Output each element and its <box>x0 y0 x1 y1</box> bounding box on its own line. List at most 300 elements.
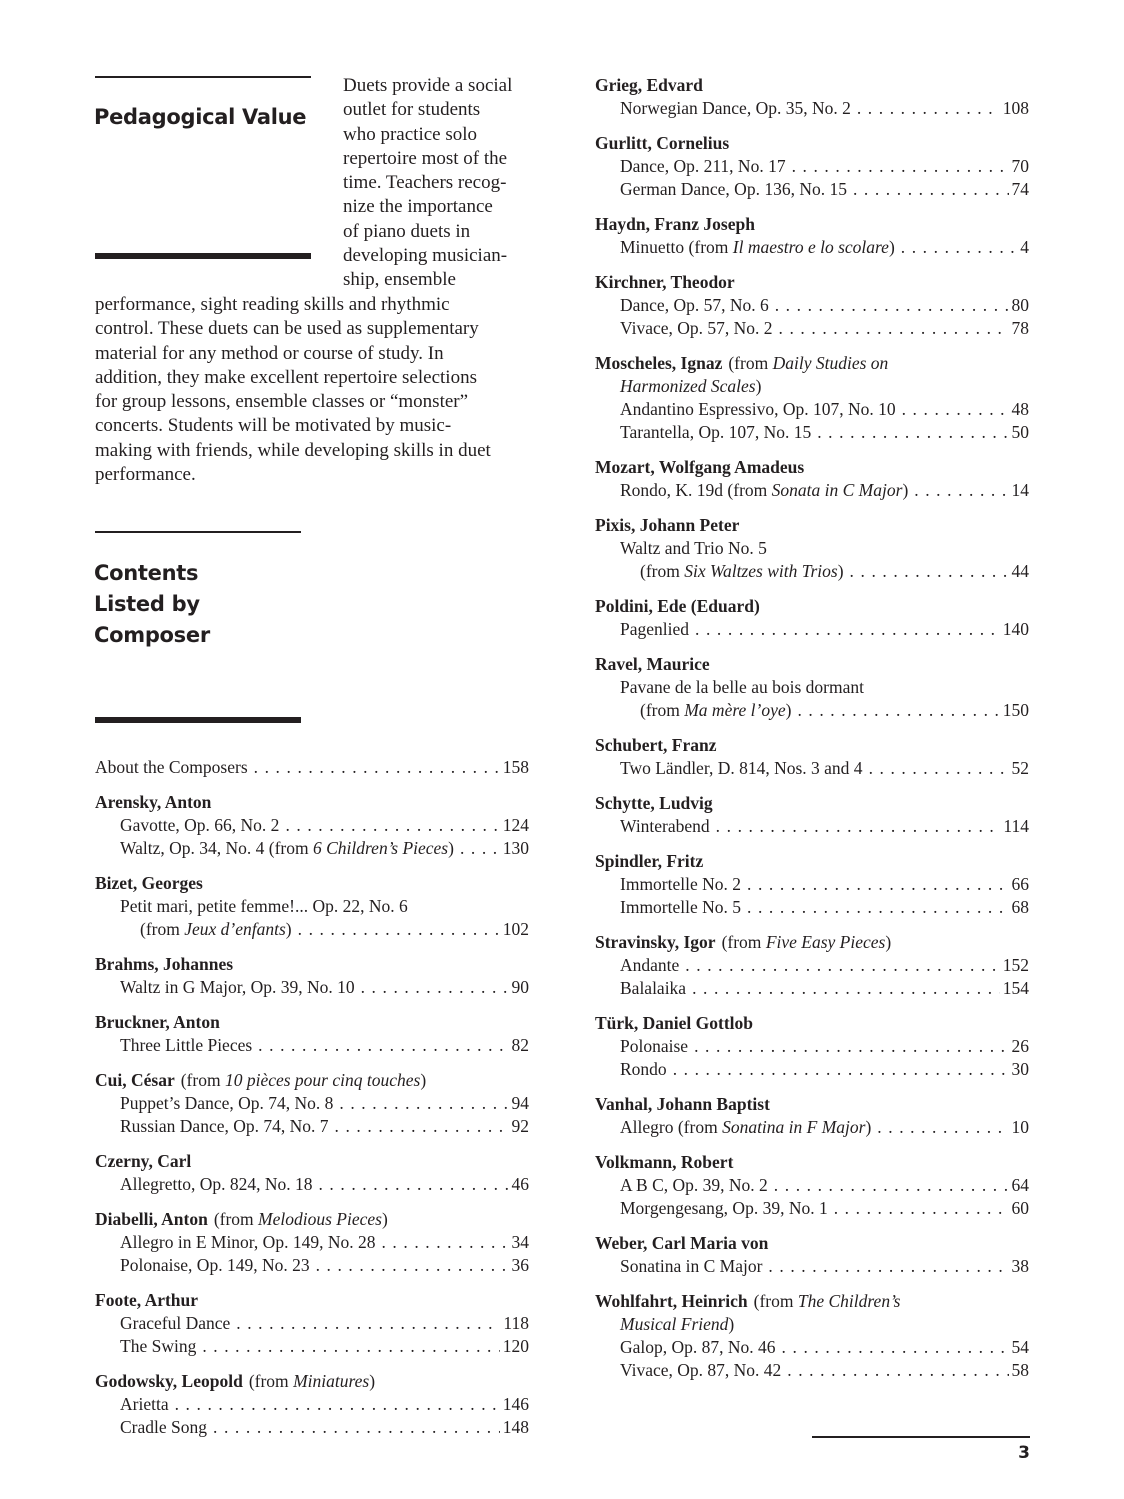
toc-entry-title <box>620 896 741 919</box>
dot-leader <box>673 1058 1009 1081</box>
toc-entry[interactable] <box>595 479 1029 502</box>
composer-group <box>95 1370 529 1439</box>
toc-entry-page: 36 <box>511 1255 529 1275</box>
composer-heading <box>95 1370 529 1393</box>
title-text: ) <box>888 237 895 257</box>
composer-heading <box>95 791 529 814</box>
toc-entry[interactable] <box>95 1173 529 1196</box>
composer-heading <box>595 1012 1029 1035</box>
collection-note <box>754 1290 901 1313</box>
contents-heading-line: Listed by <box>94 592 200 616</box>
toc-entry[interactable] <box>595 421 1029 444</box>
toc-entry-title <box>620 1359 781 1382</box>
dot-leader <box>779 317 1009 340</box>
composer-name: Bizet, Georges <box>95 873 203 893</box>
dot-leader <box>685 954 999 977</box>
collection-note <box>728 352 888 375</box>
toc-entry-page: 148 <box>502 1417 529 1437</box>
collection-note <box>249 1370 375 1393</box>
toc-entry[interactable] <box>595 815 1029 838</box>
intro-line: repertoire most of the <box>343 147 508 169</box>
source-italic: Six Waltzes with Trios <box>684 561 838 581</box>
toc-entry[interactable] <box>95 1092 529 1115</box>
note-italic: 10 pièces pour cinq touches <box>224 1070 421 1090</box>
title-text: Pagenlied <box>620 619 690 639</box>
dot-leader <box>213 1416 500 1439</box>
toc-entry-title <box>120 976 355 999</box>
collection-note-continued <box>595 1313 1029 1336</box>
intro-paragraph-narrow <box>343 74 533 293</box>
toc-entry-title-line <box>95 895 529 918</box>
toc-entry-page: 58 <box>1011 1360 1029 1380</box>
toc-entry-title <box>620 236 895 259</box>
note-text: (from <box>753 1291 798 1311</box>
toc-entry-title <box>620 1035 688 1058</box>
note-italic: Miniatures <box>293 1371 370 1391</box>
toc-entry-page: 152 <box>1002 955 1029 975</box>
composer-group <box>95 953 529 999</box>
composer-group <box>95 1011 529 1057</box>
note-italic: Daily Studies on <box>772 353 889 373</box>
intro-line: material for any method or course of study. In <box>95 342 444 364</box>
toc-entry[interactable] <box>95 1312 529 1335</box>
toc-left-column <box>95 756 529 1451</box>
title-text: Polonaise, Op. 149, No. 23 <box>120 1255 310 1275</box>
title-text: Vivace, Op. 57, No. 2 <box>620 318 773 338</box>
toc-entry-page: 158 <box>502 757 529 777</box>
title-text: Waltz, Op. 34, No. 4 (from <box>120 838 313 858</box>
dot-leader <box>381 1231 508 1254</box>
toc-entry[interactable] <box>595 1116 1029 1139</box>
toc-entry-page: 120 <box>502 1336 529 1356</box>
dot-leader <box>460 837 500 860</box>
intro-line: for group lessons, ensemble classes or “monster” <box>95 391 469 413</box>
toc-entry-page: 92 <box>511 1116 529 1136</box>
source-text: ) <box>285 919 292 939</box>
composer-group <box>95 1289 529 1358</box>
toc-entry-title: About the Composers <box>95 757 248 777</box>
toc-entry-title <box>620 294 769 317</box>
composer-heading <box>595 931 1029 954</box>
composer-heading <box>595 1290 1029 1313</box>
toc-entry[interactable] <box>595 757 1029 780</box>
title-text: Galop, Op. 87, No. 46 <box>620 1337 776 1357</box>
contents-top-rule <box>95 531 301 533</box>
composer-heading <box>95 1011 529 1034</box>
toc-entry[interactable] <box>595 896 1029 919</box>
pedagogical-heading: Pedagogical Value <box>94 105 307 129</box>
note-text: (from <box>180 1070 225 1090</box>
title-text: Waltz in G Major, Op. 39, No. 10 <box>120 977 355 997</box>
title-text: Puppet’s Dance, Op. 74, No. 8 <box>120 1093 334 1113</box>
toc-entry[interactable] <box>95 918 529 941</box>
toc-entry-title <box>120 837 454 860</box>
dot-leader <box>817 421 1008 444</box>
pedagogical-bottom-rule <box>95 253 311 259</box>
toc-entry-title: Petit mari, petite femme!... Op. 22, No. 6 <box>120 896 408 916</box>
composer-name: Moscheles, Ignaz <box>595 353 723 373</box>
dot-leader <box>792 155 1009 178</box>
toc-entry-title <box>120 814 279 837</box>
title-text: Gavotte, Op. 66, No. 2 <box>120 815 280 835</box>
composer-group <box>595 456 1029 502</box>
composer-name: Cui, César <box>95 1070 175 1090</box>
toc-entry[interactable] <box>595 97 1029 120</box>
title-text: Norwegian Dance, Op. 35, No. 2 <box>620 98 851 118</box>
contents-heading-line: Composer <box>94 623 210 647</box>
title-text: Sonatina in C Major <box>620 1256 763 1276</box>
toc-entry-source <box>640 560 844 583</box>
composer-heading <box>595 514 1029 537</box>
title-text: Winterabend <box>620 816 710 836</box>
composer-heading <box>595 850 1029 873</box>
toc-entry[interactable] <box>95 1231 529 1254</box>
collection-note-continued <box>595 375 1029 398</box>
composer-name: Pixis, Johann Peter <box>595 515 740 535</box>
composer-name: Schubert, Franz <box>595 735 717 755</box>
toc-entry-page: 118 <box>503 1313 529 1333</box>
composer-name: Diabelli, Anton <box>95 1209 208 1229</box>
composer-heading <box>595 213 1029 236</box>
composer-name: Godowsky, Leopold <box>95 1371 243 1391</box>
composer-group <box>595 514 1029 583</box>
dot-leader <box>877 1116 1008 1139</box>
title-text: Morgengesang, Op. 39, No. 1 <box>620 1198 828 1218</box>
dot-leader <box>747 896 1008 919</box>
title-text: ) <box>902 480 909 500</box>
dot-leader <box>285 814 499 837</box>
contents-heading-line: Contents <box>94 561 199 585</box>
title-text: The Swing <box>120 1336 197 1356</box>
title-text: Minuetto (from <box>620 237 733 257</box>
composer-group <box>95 1150 529 1196</box>
intro-line: addition, they make excellent repertoire selections <box>95 366 477 388</box>
toc-about-entry <box>95 756 529 779</box>
toc-entry-title <box>620 1058 667 1081</box>
toc-entry[interactable] <box>595 954 1029 977</box>
toc-entry[interactable] <box>595 1336 1029 1359</box>
toc-entry-page: 124 <box>502 815 529 835</box>
dot-leader <box>902 398 1009 421</box>
composer-group <box>595 213 1029 259</box>
pedagogical-top-rule <box>95 76 311 78</box>
toc-entry-page: 14 <box>1011 480 1029 500</box>
composer-heading <box>95 953 529 976</box>
toc-entry-page: 30 <box>1011 1059 1029 1079</box>
toc-entry-title <box>620 1255 762 1278</box>
toc-entry[interactable] <box>595 1174 1029 1197</box>
intro-line: making with friends, while developing skills in duet <box>95 439 491 461</box>
title-text: Immortelle No. 5 <box>620 897 742 917</box>
composer-heading <box>95 1069 529 1092</box>
dot-leader <box>692 977 1000 1000</box>
toc-entry-page: 38 <box>1011 1256 1029 1276</box>
dot-leader <box>768 1255 1008 1278</box>
intro-line: developing musician- <box>343 245 508 267</box>
toc-entry-page: 64 <box>1011 1175 1029 1195</box>
intro-line: ship, ensemble <box>343 269 456 291</box>
toc-entry-page: 90 <box>511 977 529 997</box>
note-text: (from <box>213 1209 259 1229</box>
toc-entry-page: 102 <box>502 919 529 939</box>
title-text: Balalaika <box>620 978 687 998</box>
title-italic: Il maestro e lo scolare <box>732 237 889 257</box>
toc-entry-page: 82 <box>511 1035 529 1055</box>
source-text: (from <box>640 561 685 581</box>
toc-entry-title <box>620 977 686 1000</box>
dot-leader <box>316 1254 509 1277</box>
toc-entry[interactable] <box>95 814 529 837</box>
toc-entry[interactable] <box>95 756 529 779</box>
dot-leader <box>695 618 1000 641</box>
toc-entry-title <box>620 398 896 421</box>
toc-entry[interactable] <box>595 873 1029 896</box>
toc-entry[interactable] <box>95 837 529 860</box>
note-italic: Musical Friend <box>620 1314 729 1334</box>
toc-entry-title <box>120 1254 310 1277</box>
title-text: Tarantella, Op. 107, No. 15 <box>620 422 812 442</box>
toc-entry-page: 150 <box>1002 700 1029 720</box>
intro-line: performance. <box>95 464 196 486</box>
composer-heading <box>595 792 1029 815</box>
source-text: (from <box>640 700 685 720</box>
toc-entry[interactable] <box>595 294 1029 317</box>
intro-line: outlet for students <box>343 99 481 121</box>
toc-entry-title <box>120 1034 252 1057</box>
title-text: Allegro in E Minor, Op. 149, No. 28 <box>120 1232 376 1252</box>
toc-entry[interactable] <box>95 1416 529 1439</box>
toc-entry[interactable] <box>595 1255 1029 1278</box>
toc-entry-title <box>620 1174 768 1197</box>
toc-entry-title <box>620 421 811 444</box>
dot-leader <box>694 1035 1008 1058</box>
toc-entry[interactable] <box>595 618 1029 641</box>
dot-leader <box>914 479 1008 502</box>
intro-line: nize the importance <box>343 196 493 218</box>
note-text: ) <box>885 932 892 952</box>
note-italic: Melodious Pieces <box>258 1209 382 1229</box>
toc-entry[interactable] <box>595 155 1029 178</box>
composer-group <box>595 74 1029 120</box>
composer-group <box>595 271 1029 340</box>
toc-entry-title <box>620 873 741 896</box>
note-text: (from <box>721 932 766 952</box>
toc-entry[interactable] <box>595 560 1029 583</box>
dot-leader <box>716 815 1001 838</box>
title-text: Russian Dance, Op. 74, No. 7 <box>120 1116 329 1136</box>
note-text: (from <box>728 353 773 373</box>
title-text: Rondo, K. 19d (from <box>620 480 772 500</box>
toc-entry-page: 146 <box>502 1394 529 1414</box>
collection-note <box>214 1208 388 1231</box>
source-italic: Ma mère l’oye <box>684 700 786 720</box>
title-text: Vivace, Op. 87, No. 42 <box>620 1360 782 1380</box>
toc-entry-title <box>620 97 851 120</box>
toc-entry-page: 10 <box>1011 1117 1029 1137</box>
title-text: A B C, Op. 39, No. 2 <box>620 1175 768 1195</box>
title-text: ) <box>865 1117 872 1137</box>
toc-entry-title <box>620 178 847 201</box>
source-italic: Jeux d’enfants <box>184 919 286 939</box>
collection-note <box>181 1069 426 1092</box>
dot-leader <box>853 178 1009 201</box>
toc-entry[interactable] <box>595 1058 1029 1081</box>
dot-leader <box>787 1359 1008 1382</box>
composer-name: Foote, Arthur <box>95 1290 199 1310</box>
composer-name: Weber, Carl Maria von <box>595 1233 769 1253</box>
title-text: Immortelle No. 2 <box>620 874 742 894</box>
toc-entry[interactable] <box>595 977 1029 1000</box>
title-italic: 6 Children’s Pieces <box>313 838 449 858</box>
toc-entry-title <box>620 317 773 340</box>
intro-line: concerts. Students will be motivated by music- <box>95 415 452 437</box>
toc-entry[interactable] <box>595 236 1029 259</box>
toc-entry[interactable] <box>95 976 529 999</box>
toc-entry[interactable] <box>95 1393 529 1416</box>
composer-heading <box>595 734 1029 757</box>
composer-heading <box>95 872 529 895</box>
toc-entry-page: 50 <box>1011 422 1029 442</box>
toc-entry-title <box>120 1092 333 1115</box>
toc-entry-title <box>620 155 786 178</box>
toc-entry[interactable] <box>595 699 1029 722</box>
toc-entry[interactable] <box>95 1254 529 1277</box>
note-text: (from <box>248 1371 294 1391</box>
composer-heading <box>595 74 1029 97</box>
toc-entry-page: 26 <box>1011 1036 1029 1056</box>
composer-group <box>595 132 1029 201</box>
composer-name: Czerny, Carl <box>95 1151 192 1171</box>
composer-group <box>595 850 1029 919</box>
page-number: 3 <box>1018 1443 1030 1463</box>
composer-heading <box>595 595 1029 618</box>
dot-leader <box>782 1336 1009 1359</box>
toc-entry[interactable] <box>595 1197 1029 1220</box>
dot-leader <box>339 1092 508 1115</box>
toc-entry-page: 34 <box>511 1232 529 1252</box>
title-text: Andantino Espressivo, Op. 107, No. 10 <box>620 399 896 419</box>
toc-entry-title: Pavane de la belle au bois dormant <box>620 677 864 697</box>
composer-group <box>95 872 529 941</box>
contents-heading <box>94 558 210 651</box>
title-text: German Dance, Op. 136, No. 15 <box>620 179 847 199</box>
collection-note <box>722 931 892 954</box>
toc-entry[interactable] <box>95 1034 529 1057</box>
composer-group <box>595 931 1029 1000</box>
toc-entry-title-line <box>595 676 1029 699</box>
toc-entry-source <box>140 918 292 941</box>
toc-entry-title <box>620 1116 871 1139</box>
composer-heading <box>595 1151 1029 1174</box>
toc-entry[interactable] <box>595 398 1029 421</box>
intro-line: control. These duets can be used as supplementary <box>95 318 479 340</box>
title-text: Cradle Song <box>120 1417 208 1437</box>
composer-name: Spindler, Fritz <box>595 851 704 871</box>
composer-name: Schytte, Ludvig <box>595 793 713 813</box>
toc-entry-page: 48 <box>1011 399 1029 419</box>
toc-right-column <box>595 74 1029 1394</box>
footer-rule <box>812 1436 1030 1438</box>
dot-leader <box>335 1115 509 1138</box>
toc-entry[interactable] <box>95 1115 529 1138</box>
composer-group <box>95 1069 529 1138</box>
toc-entry-page: 140 <box>1002 619 1029 639</box>
toc-entry[interactable] <box>595 1035 1029 1058</box>
dot-leader <box>797 699 999 722</box>
composer-heading <box>595 653 1029 676</box>
toc-entry-page: 44 <box>1011 561 1029 581</box>
toc-entry[interactable] <box>595 178 1029 201</box>
composer-heading <box>595 1232 1029 1255</box>
composer-group <box>95 1208 529 1277</box>
title-text: Andante <box>620 955 680 975</box>
dot-leader <box>850 560 1009 583</box>
intro-line: of piano duets in <box>343 220 471 242</box>
title-text: Dance, Op. 211, No. 17 <box>620 156 786 176</box>
dot-leader <box>202 1335 499 1358</box>
dot-leader <box>254 756 500 779</box>
title-text: ) <box>448 838 454 858</box>
source-text: ) <box>837 561 844 581</box>
intro-line: time. Teachers recog- <box>343 172 507 194</box>
note-text: ) <box>755 376 762 396</box>
composer-name: Stravinsky, Igor <box>595 932 716 952</box>
toc-entry-title <box>120 1393 169 1416</box>
title-text: Two Ländler, D. 814, Nos. 3 and 4 <box>620 758 863 778</box>
composer-name: Wohlfahrt, Heinrich <box>595 1291 748 1311</box>
composer-name: Mozart, Wolfgang Amadeus <box>595 457 805 477</box>
toc-entry-source <box>640 699 791 722</box>
toc-entry-title <box>120 1231 375 1254</box>
toc-entry-page: 130 <box>502 838 529 858</box>
toc-entry-title <box>620 479 908 502</box>
composer-group <box>95 791 529 860</box>
toc-entry[interactable] <box>595 1359 1029 1382</box>
toc-entry[interactable] <box>595 317 1029 340</box>
title-text: Three Little Pieces <box>120 1035 253 1055</box>
toc-entry-title <box>620 757 863 780</box>
toc-entry-page: 114 <box>1003 816 1029 836</box>
source-text: (from <box>140 919 185 939</box>
toc-entry-page: 108 <box>1002 98 1029 118</box>
composer-group <box>595 352 1029 444</box>
toc-entry-title <box>120 1312 230 1335</box>
composer-name: Haydn, Franz Joseph <box>595 214 755 234</box>
toc-entry-page: 54 <box>1011 1337 1029 1357</box>
title-text: Graceful Dance <box>120 1313 231 1333</box>
intro-paragraph-wide <box>95 293 535 487</box>
contents-bottom-rule <box>95 717 301 723</box>
toc-entry-page: 4 <box>1020 237 1029 257</box>
note-text: ) <box>728 1314 735 1334</box>
toc-entry-title <box>620 1336 776 1359</box>
toc-entry-title <box>120 1416 207 1439</box>
toc-entry-title: Waltz and Trio No. 5 <box>620 538 767 558</box>
toc-entry-page: 74 <box>1011 179 1029 199</box>
toc-entry-page: 46 <box>511 1174 529 1194</box>
composer-heading <box>595 456 1029 479</box>
composer-name: Brahms, Johannes <box>95 954 234 974</box>
toc-entry[interactable] <box>95 1335 529 1358</box>
dot-leader <box>834 1197 1009 1220</box>
toc-entry-title <box>120 1335 196 1358</box>
composer-name: Gurlitt, Cornelius <box>595 133 730 153</box>
note-italic: The Children’s <box>797 1291 901 1311</box>
dot-leader <box>869 757 1009 780</box>
toc-entry-title <box>620 618 689 641</box>
toc-entry-page: 70 <box>1011 156 1029 176</box>
title-italic: Sonata in C Major <box>771 480 903 500</box>
